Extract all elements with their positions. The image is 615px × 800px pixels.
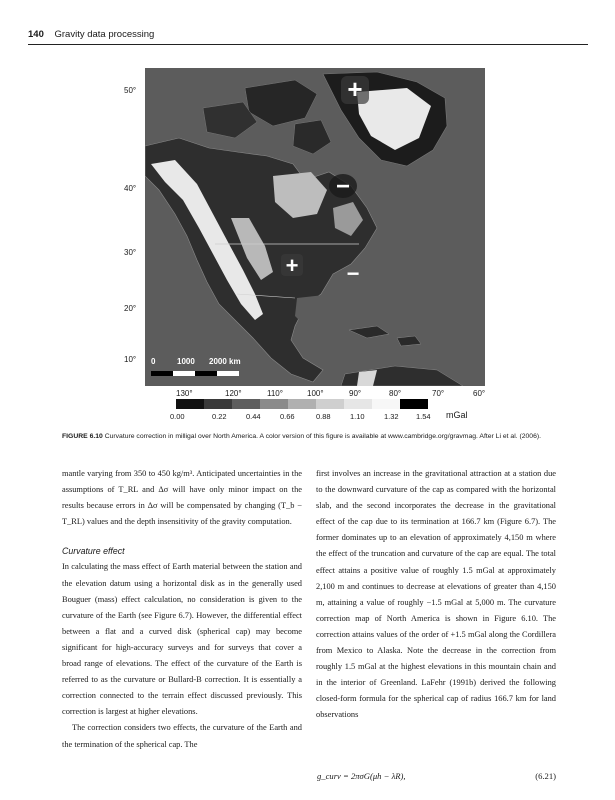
lon-label: 120° <box>225 389 242 398</box>
plus-sign: + <box>285 253 299 278</box>
colorbar-swatch <box>232 399 260 409</box>
lon-label: 90° <box>349 389 362 398</box>
page-number: 140 <box>28 29 44 40</box>
paragraph: The correction considers two effects, the curvature of the Earth and the termination of the spherical cap. The <box>62 723 302 749</box>
colorbar-value: 1.32 <box>384 412 399 421</box>
scale-end: 2000 km <box>209 357 241 366</box>
colorbar-swatch <box>260 399 288 409</box>
minus-sign: − <box>346 261 360 286</box>
colorbar-value: 0.66 <box>280 412 295 421</box>
equation-body: g_curv = 2πσG(μh − λR), <box>317 771 406 781</box>
colorbar-value: 1.10 <box>350 412 365 421</box>
lon-label: 130° <box>176 389 193 398</box>
lat-label: 10° <box>124 355 137 364</box>
section-heading: Curvature effect <box>62 546 125 557</box>
running-header <box>28 29 588 43</box>
colorbar-value: 0.44 <box>246 412 261 421</box>
curvature-correction-map <box>145 68 485 386</box>
right-column <box>316 466 556 724</box>
lon-label: 100° <box>307 389 324 398</box>
lon-label: 80° <box>389 389 402 398</box>
colorbar-value: 0.88 <box>316 412 331 421</box>
lat-label: 30° <box>124 248 137 257</box>
colorbar <box>176 399 428 409</box>
paragraph: first involves an increase in the gravitational attraction at a station due to the downward curvature of the cap as compared with the horizontal slab, and the second incorporates the decrease in the gravitational effect of the cap due to its termination at 166.7 km (Figure 6.7). The former dominates up to an elevation of approximately 4,150 m where the effect of the truncation and curvature of the cap are equal. The total effect attains a positive value of roughly 1.5 mGal at approximately 2,100 m and continues to decrease at elevations of greater than 4,150 m, attaining a value of roughly −1.5 mGal at 5,000 m. The curvature correction map of North America is shown in Figure 6.10. The correction attains values of the order of +1.5 mGal along the Cordillera from Mexico to Alaska. Note the decrease in the correction from roughly 1.5 mGal at the highest elevations in this mountain chain and in the interior of Greenland. LaFehr (1991b) derived the following closed-form formula for the spherical cap of radius 166.7 km for land observations <box>316 469 556 720</box>
figure-caption <box>62 432 552 442</box>
colorbar-swatch <box>288 399 316 409</box>
left-column <box>62 466 302 753</box>
colorbar-swatch <box>372 399 400 409</box>
colorbar-swatch <box>344 399 372 409</box>
colorbar-value: 1.54 <box>416 412 431 421</box>
lat-label: 40° <box>124 184 137 193</box>
figure-label: FIGURE 6.10 <box>62 433 103 440</box>
lon-label: 70° <box>432 389 445 398</box>
paragraph: mantle varying from 350 to 450 kg/m³. Anticipated uncertainties in the assumptions of T_RL and Δσ will have only minor impact on the results because errors in Δσ will be compensated by changing (T_b − T_RL) values and the depth insensitivity of the gravity computation. <box>62 469 302 527</box>
colorbar-value: 0.00 <box>170 412 185 421</box>
colorbar-value: 0.22 <box>212 412 227 421</box>
equation-6-21 <box>317 771 556 781</box>
lat-label: 50° <box>124 86 137 95</box>
scale-mid: 1000 <box>177 357 195 366</box>
scale-zero: 0 <box>151 357 156 366</box>
colorbar-swatch <box>204 399 232 409</box>
minus-sign: − <box>335 173 351 200</box>
colorbar-swatch <box>176 399 204 409</box>
header-rule <box>28 44 588 45</box>
colorbar-swatch <box>316 399 344 409</box>
paragraph: In calculating the mass effect of Earth material between the station and the elevation datum using a horizontal disk as in the generally used Bouguer (mass) effect calculation, no consideration is given to the curvature of the Earth (see Figure 6.7). However, the differential effect between a flat and a curved disk (spherical cap) may become significant for high-accuracy surveys and for surveys that cover a broad range of elevations. The effect of the curvature of the Earth is referred to as the curvature or Bullard-B correction. It is essentially a correction connected to the terrain effect discussed previously. This correction is largest at higher elevations. <box>62 562 302 717</box>
plus-sign: + <box>347 74 363 104</box>
map-graphic <box>145 68 485 386</box>
caption-text: Curvature correction in milligal over North America. A color version of this figure is available at www.cambridge.org/gravmag. After Li et al. (2006). <box>104 433 542 440</box>
running-title: Gravity data processing <box>54 29 155 40</box>
equation-number: (6.21) <box>535 771 556 781</box>
colorbar-unit: mGal <box>446 410 468 420</box>
lon-label: 110° <box>267 389 283 398</box>
lat-label: 20° <box>124 304 137 313</box>
colorbar-swatch <box>400 399 428 409</box>
lon-label: 60° <box>473 389 486 398</box>
